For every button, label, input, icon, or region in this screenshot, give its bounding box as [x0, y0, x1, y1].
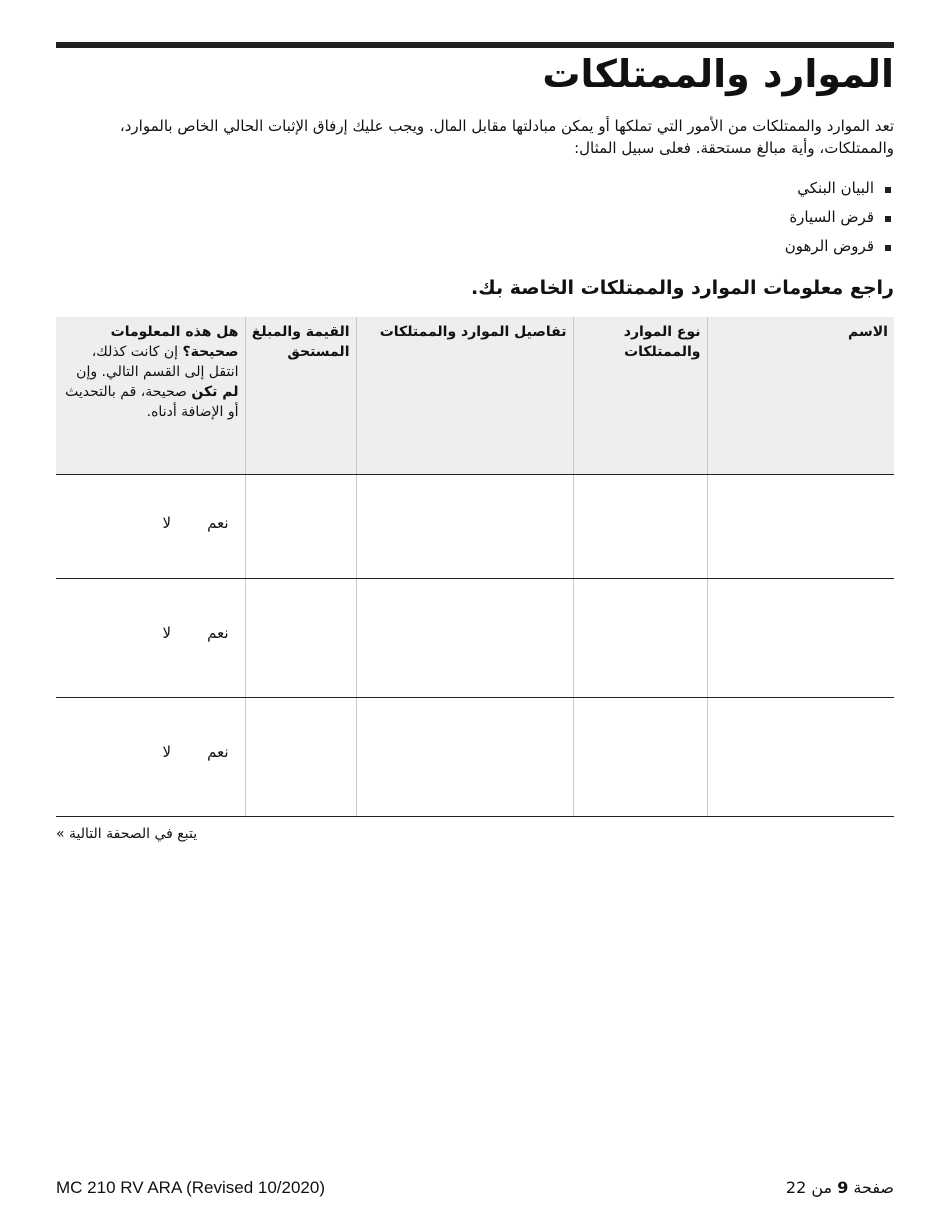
assets-table [56, 317, 894, 817]
header-correct-not: لم تكن [191, 384, 239, 400]
form-id: MC 210 RV ARA (Revised 10/2020) [56, 1178, 325, 1197]
header-details: تفاصيل الموارد والممتلكات [356, 317, 573, 475]
yes-option[interactable]: نعم [207, 514, 229, 532]
top-rule [56, 42, 894, 48]
list-item: البيان البنكي [785, 174, 894, 203]
yes-option[interactable]: نعم [207, 624, 229, 642]
details-cell[interactable] [356, 475, 573, 579]
page-suffix: من 22 [785, 1178, 838, 1197]
table-row [56, 475, 894, 579]
name-cell[interactable] [707, 698, 894, 817]
page-current: 9 [837, 1178, 849, 1197]
correct-cell [56, 475, 245, 579]
details-cell[interactable] [356, 698, 573, 817]
type-cell[interactable] [573, 579, 707, 698]
page-prefix: صفحة [848, 1178, 894, 1197]
header-value: القيمة والمبلغ المستحق [245, 317, 356, 475]
type-cell[interactable] [573, 475, 707, 579]
yes-option[interactable]: نعم [207, 743, 229, 761]
no-option[interactable]: لا [162, 624, 172, 642]
no-option[interactable]: لا [162, 514, 172, 532]
page-title: الموارد والممتلكات [542, 52, 894, 96]
no-option[interactable]: لا [162, 743, 172, 761]
yes-no-options [62, 743, 229, 761]
header-type: نوع الموارد والممتلكات [573, 317, 707, 475]
header-correct [56, 317, 245, 475]
details-cell[interactable] [356, 579, 573, 698]
name-cell[interactable] [707, 475, 894, 579]
table-header-row [56, 317, 894, 475]
yes-no-options [62, 624, 229, 642]
value-cell[interactable] [245, 698, 356, 817]
list-item: قروض الرهون [785, 232, 894, 261]
correct-cell [56, 698, 245, 817]
header-correct-text-2: صحيحة، قم بالتحديث أو الإضافة أدناه. [65, 384, 239, 420]
header-correct-text-1: إن كانت كذلك، انتقل إلى القسم التالي. وإن [76, 344, 239, 380]
name-cell[interactable] [707, 579, 894, 698]
type-cell[interactable] [573, 698, 707, 817]
header-correct-question: هل هذه المعلومات صحيحة؟ [110, 324, 239, 360]
intro-paragraph: تعد الموارد والممتلكات من الأمور التي تملكها أو يمكن مبادلتها مقابل المال. ويجب عليك إرفاق الإثبات الحالي الخاص بالموارد، والممتلكات، وأية مبالغ مستحقة. فعلى سبيل المثال: [119, 117, 894, 157]
list-item: قرض السيارة [785, 203, 894, 232]
page-number [786, 1178, 894, 1197]
correct-cell [56, 579, 245, 698]
examples-list [785, 174, 894, 261]
value-cell[interactable] [245, 475, 356, 579]
section-title: راجع معلومات الموارد والممتلكات الخاصة بك. [471, 277, 894, 299]
yes-no-options [62, 514, 229, 532]
value-cell[interactable] [245, 579, 356, 698]
table-row [56, 698, 894, 817]
continue-note: يتبع في الصحفة التالية » [56, 826, 198, 842]
table-row [56, 579, 894, 698]
header-name: الاسم [707, 317, 894, 475]
